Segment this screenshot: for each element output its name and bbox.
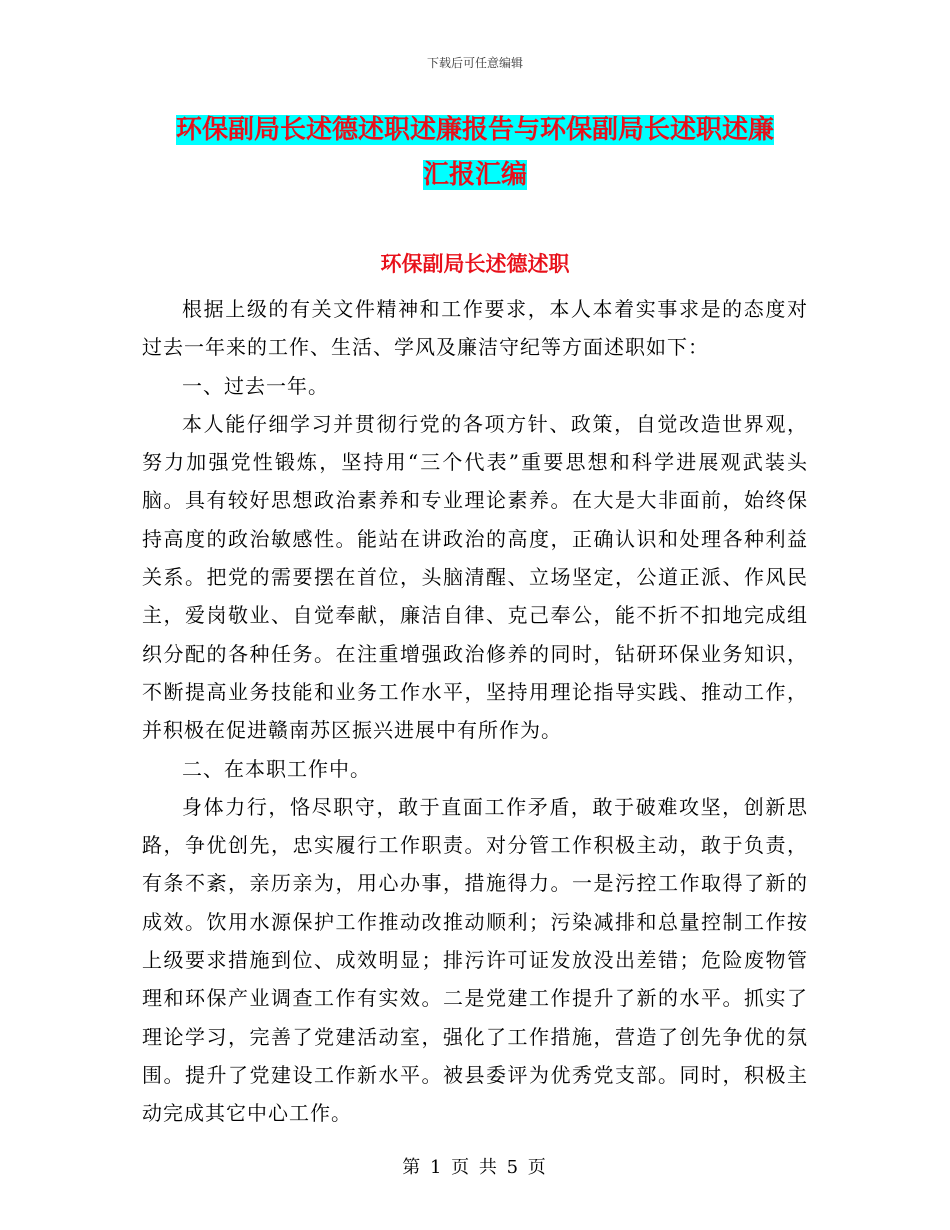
document-title [140,108,810,198]
paragraph: 一、过去一年。 [182,373,329,398]
paragraph: 二、在本职工作中。 [182,756,371,781]
document-title-line-2: 汇报汇编 [422,160,527,190]
paragraph: 本人能仔细学习并贯彻行党的各项方针、政策，自觉改造世界观，努力加强党性锻炼，坚持用“三个代表”重要思想和科学进展观武装头脑。具有较好思想政治素养和专业理论素养。在大是大非面前，始终保持高度的政治敏感性。能站在讲政治的高度，正确认识和处理各种利益关系。把党的需要摆在首位，头脑清醒、立场坚定，公道正派、作风民主，爱岗敬业、自觉奉献，廉洁自律、克己奉公，能不折不扣地完成组织分配的各种任务。在注重增强政治修养的同时，钻研环保业务知识，不断提高业务技能和业务工作水平，坚持用理论指导实践、推动工作，并积极在促进赣南苏区振兴进展中有所作为。 [142,411,808,743]
document-title-line-1: 环保副局长述德述职述廉报告与环保副局长述职述廉 [175,115,774,145]
document-body [142,290,808,1133]
section-title: 环保副局长述德述职 [380,252,570,276]
paragraph: 根据上级的有关文件精神和工作要求，本人本着实事求是的态度对过去一年来的工作、生活、学风及廉洁守纪等方面述职如下： [142,297,808,360]
header-note: 下载后可任意编辑 [426,56,523,70]
page-number: 第 1 页 共 5 页 [402,1157,548,1178]
paragraph: 身体力行，恪尽职守，敢于直面工作矛盾，敢于破难攻坚，创新思路，争优创先，忠实履行工作职责。对分管工作积极主动，敢于负责，有条不紊，亲历亲为，用心办事，措施得力。一是污控工作取得了新的成效。饮用水源保护工作推动改推动顺利；污染减排和总量控制工作按上级要求措施到位、成效明显；排污许可证发放没出差错；危险废物管理和环保产业调查工作有实效。二是党建工作提升了新的水平。抓实了理论学习，完善了党建活动室，强化了工作措施，营造了创先争优的氛围。提升了党建设工作新水平。被县委评为优秀党支部。同时，积极主动完成其它中心工作。 [142,794,808,1126]
